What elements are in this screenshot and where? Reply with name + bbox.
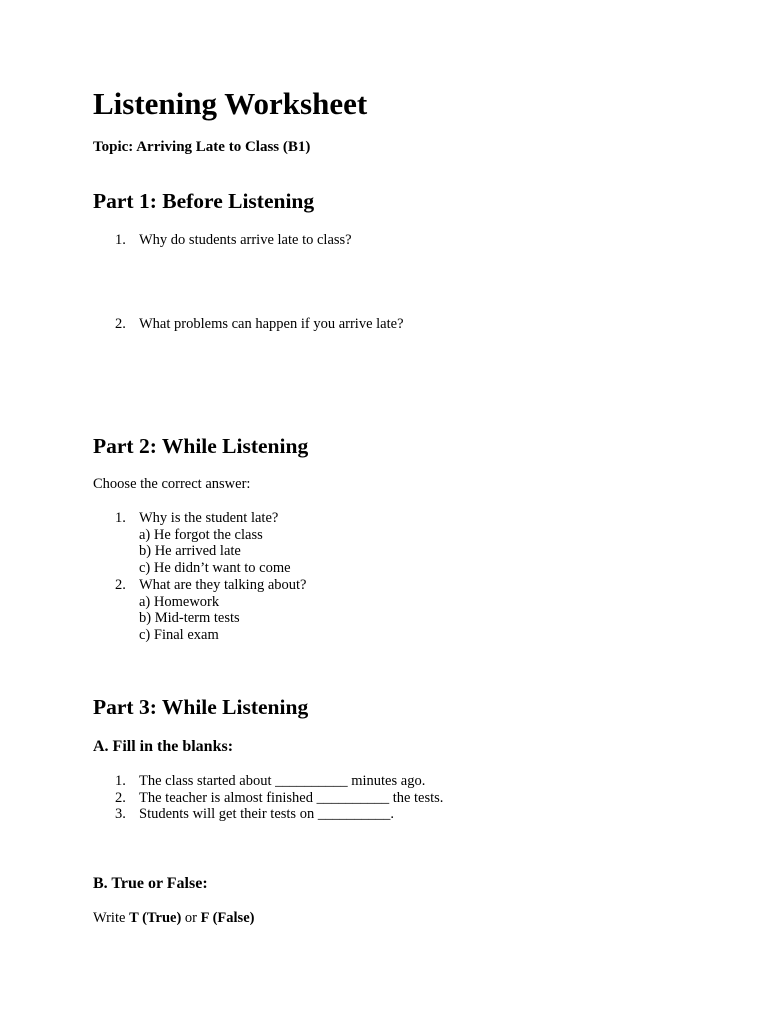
part2-heading: Part 2: While Listening	[93, 434, 309, 458]
question-text: Why is the student late?	[139, 510, 279, 526]
false-label: F (False)	[200, 910, 255, 926]
list-item	[93, 773, 443, 790]
part3-section-a-heading: A. Fill in the blanks:	[93, 738, 234, 755]
question-text: What are they talking about?	[139, 576, 307, 593]
answer-option: c) Final exam	[139, 626, 219, 643]
answer-option: a) Homework	[139, 593, 220, 610]
instruction-prefix: Write	[93, 910, 130, 926]
list-number: 2.	[115, 316, 126, 332]
list-item	[93, 232, 352, 249]
part2-instruction: Choose the correct answer:	[93, 476, 251, 492]
list-item	[93, 790, 443, 807]
true-label: T (True)	[129, 910, 182, 926]
list-item	[93, 316, 404, 333]
answer-option: b) He arrived late	[139, 543, 241, 560]
list-number: 2.	[115, 576, 126, 593]
answer-option: c) He didn’t want to come	[139, 560, 291, 577]
part3-section-b-heading: B. True or False:	[93, 875, 208, 892]
blank-sentence: Students will get their tests on __________.	[139, 806, 394, 823]
part2-question-list	[93, 510, 307, 644]
blank-sentence: The class started about __________ minutes ago.	[139, 773, 426, 789]
part1-question-list	[93, 232, 352, 249]
part1-question-list-2	[93, 316, 404, 333]
part3-heading: Part 3: While Listening	[93, 695, 309, 719]
answer-option: a) He forgot the class	[139, 526, 263, 543]
blank-sentence: The teacher is almost finished __________ the tests.	[139, 789, 444, 806]
answer-option: b) Mid-term tests	[139, 610, 240, 627]
list-number: 3.	[115, 806, 126, 823]
list-number: 2.	[115, 789, 126, 806]
fill-in-blanks-list	[93, 773, 443, 823]
list-number: 1.	[115, 510, 126, 526]
list-item	[93, 510, 307, 577]
worksheet-title: Listening Worksheet	[93, 86, 368, 121]
list-item	[93, 577, 307, 644]
question-text: Why do students arrive late to class?	[139, 232, 352, 248]
instruction-middle: or	[181, 910, 201, 926]
list-number: 1.	[115, 773, 126, 789]
list-item	[93, 806, 443, 823]
list-number: 1.	[115, 232, 126, 248]
part1-heading: Part 1: Before Listening	[93, 189, 315, 213]
true-false-instruction	[93, 910, 254, 927]
worksheet-topic: Topic: Arriving Late to Class (B1)	[93, 139, 311, 155]
question-text: What problems can happen if you arrive late?	[139, 316, 404, 332]
